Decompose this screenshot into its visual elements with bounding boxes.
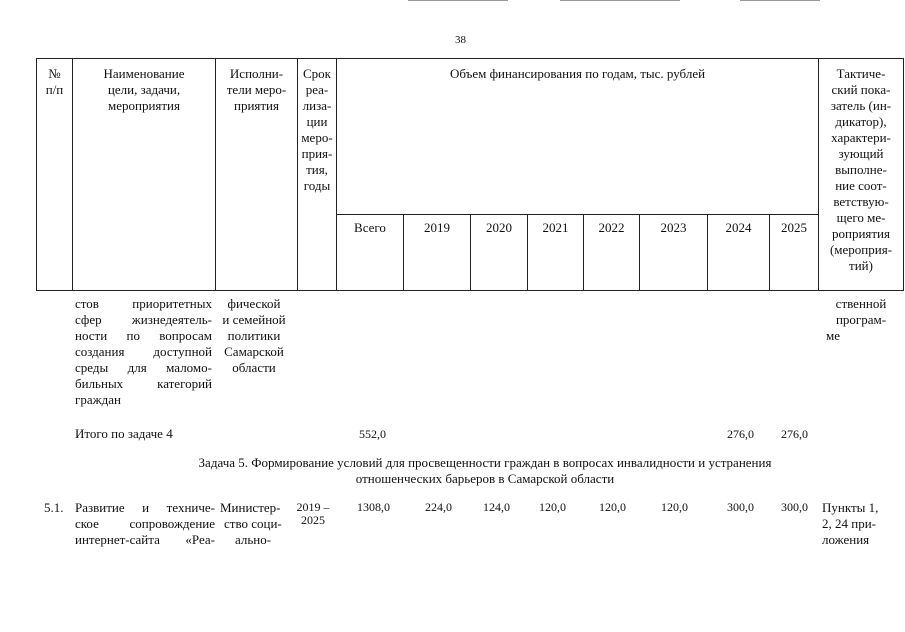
continued-name-line: среды для маломо-: [75, 360, 212, 375]
header-year-2024: 2024: [725, 220, 752, 235]
continued-indicator-line: ме: [826, 328, 840, 343]
continued-exec-line: фической: [227, 296, 281, 311]
header-year-2019: 2019: [424, 220, 450, 235]
continued-name-line: стов приоритетных: [75, 296, 212, 311]
row-number: 5.1.: [44, 500, 64, 515]
row-exec-line: ство соци-: [224, 516, 282, 531]
header-col-indicator: Тактиче- ский пока- затель (ин- дикатор), характери- зующий выполне- ние соот- ветствую- щего ме- роприятия (мероприя- тий): [829, 66, 893, 273]
row-exec-line: ально-: [235, 532, 272, 547]
header-col-financing: Объем финансирования по годам, тыс. рублей: [449, 66, 706, 81]
header-col-executors: Исполни- тели меро- приятия: [226, 66, 287, 113]
page-number: 38: [455, 34, 466, 46]
continued-exec-line: области: [232, 360, 276, 375]
continued-name-line: бильных категорий: [75, 376, 212, 391]
continued-name-line: сфер жизнедеятель-: [75, 312, 212, 327]
row-name-line: Развитие и техниче-: [75, 500, 215, 515]
scan-artifact-line: [740, 0, 820, 1]
row-term-line: 2019 –: [296, 500, 330, 514]
row-value-2022: 120,0: [599, 500, 626, 514]
header-year-2023: 2023: [660, 220, 687, 235]
header-year-2020: 2020: [486, 220, 512, 235]
scan-artifact-line: [408, 0, 508, 1]
continued-exec-line: политики: [227, 328, 281, 343]
total-2024: 276,0: [727, 427, 754, 441]
row-value-2023: 120,0: [661, 500, 688, 514]
row-value-2019: 224,0: [425, 500, 452, 514]
header-year-2021: 2021: [542, 220, 569, 235]
task5-title-line2: отношенческих барьеров в Самарской области: [355, 471, 615, 486]
row-exec-line: Министер-: [220, 500, 281, 515]
continued-exec-line: и семейной: [222, 312, 286, 327]
task5-title-line1: Задача 5. Формирование условий для просвещенности граждан в вопросах инвалидности и устранения: [198, 455, 772, 470]
row-value-2021: 120,0: [539, 500, 566, 514]
total-2025: 276,0: [781, 427, 808, 441]
header-col-term: Срок реа- лиза- ции меро- прия- тия, годы: [301, 66, 333, 193]
row-name-line: интернет-сайта «Реа-: [75, 532, 215, 547]
row-total: 1308,0: [357, 500, 390, 514]
row-value-2024: 300,0: [727, 500, 754, 514]
header-col-number: № п/п: [45, 66, 64, 97]
continued-indicator-line: ственной: [835, 296, 887, 311]
header-col-total: Всего: [354, 220, 386, 235]
total-value: 552,0: [359, 427, 386, 441]
continued-name-line: граждан: [75, 392, 121, 407]
row-indicator-line: Пункты 1,: [822, 500, 879, 515]
header-year-2022: 2022: [598, 220, 625, 235]
continued-exec-line: Самарской: [224, 344, 284, 359]
row-term-line: 2025: [301, 513, 325, 527]
total-label: Итого по задаче 4: [75, 426, 173, 441]
row-indicator-line: ложения: [822, 532, 870, 547]
header-col-name: Наименование цели, задачи, мероприятия: [103, 66, 185, 113]
row-value-2020: 124,0: [483, 500, 510, 514]
header-year-2025: 2025: [781, 220, 807, 235]
continued-indicator-line: програм-: [835, 312, 887, 327]
row-name-line: ское сопровождение: [75, 516, 215, 531]
scan-artifact-line: [560, 0, 680, 1]
row-value-2025: 300,0: [781, 500, 808, 514]
continued-name-line: ности по вопросам: [75, 328, 212, 343]
continued-name-line: создания доступной: [75, 344, 212, 359]
row-indicator-line: 2, 24 при-: [822, 516, 876, 531]
